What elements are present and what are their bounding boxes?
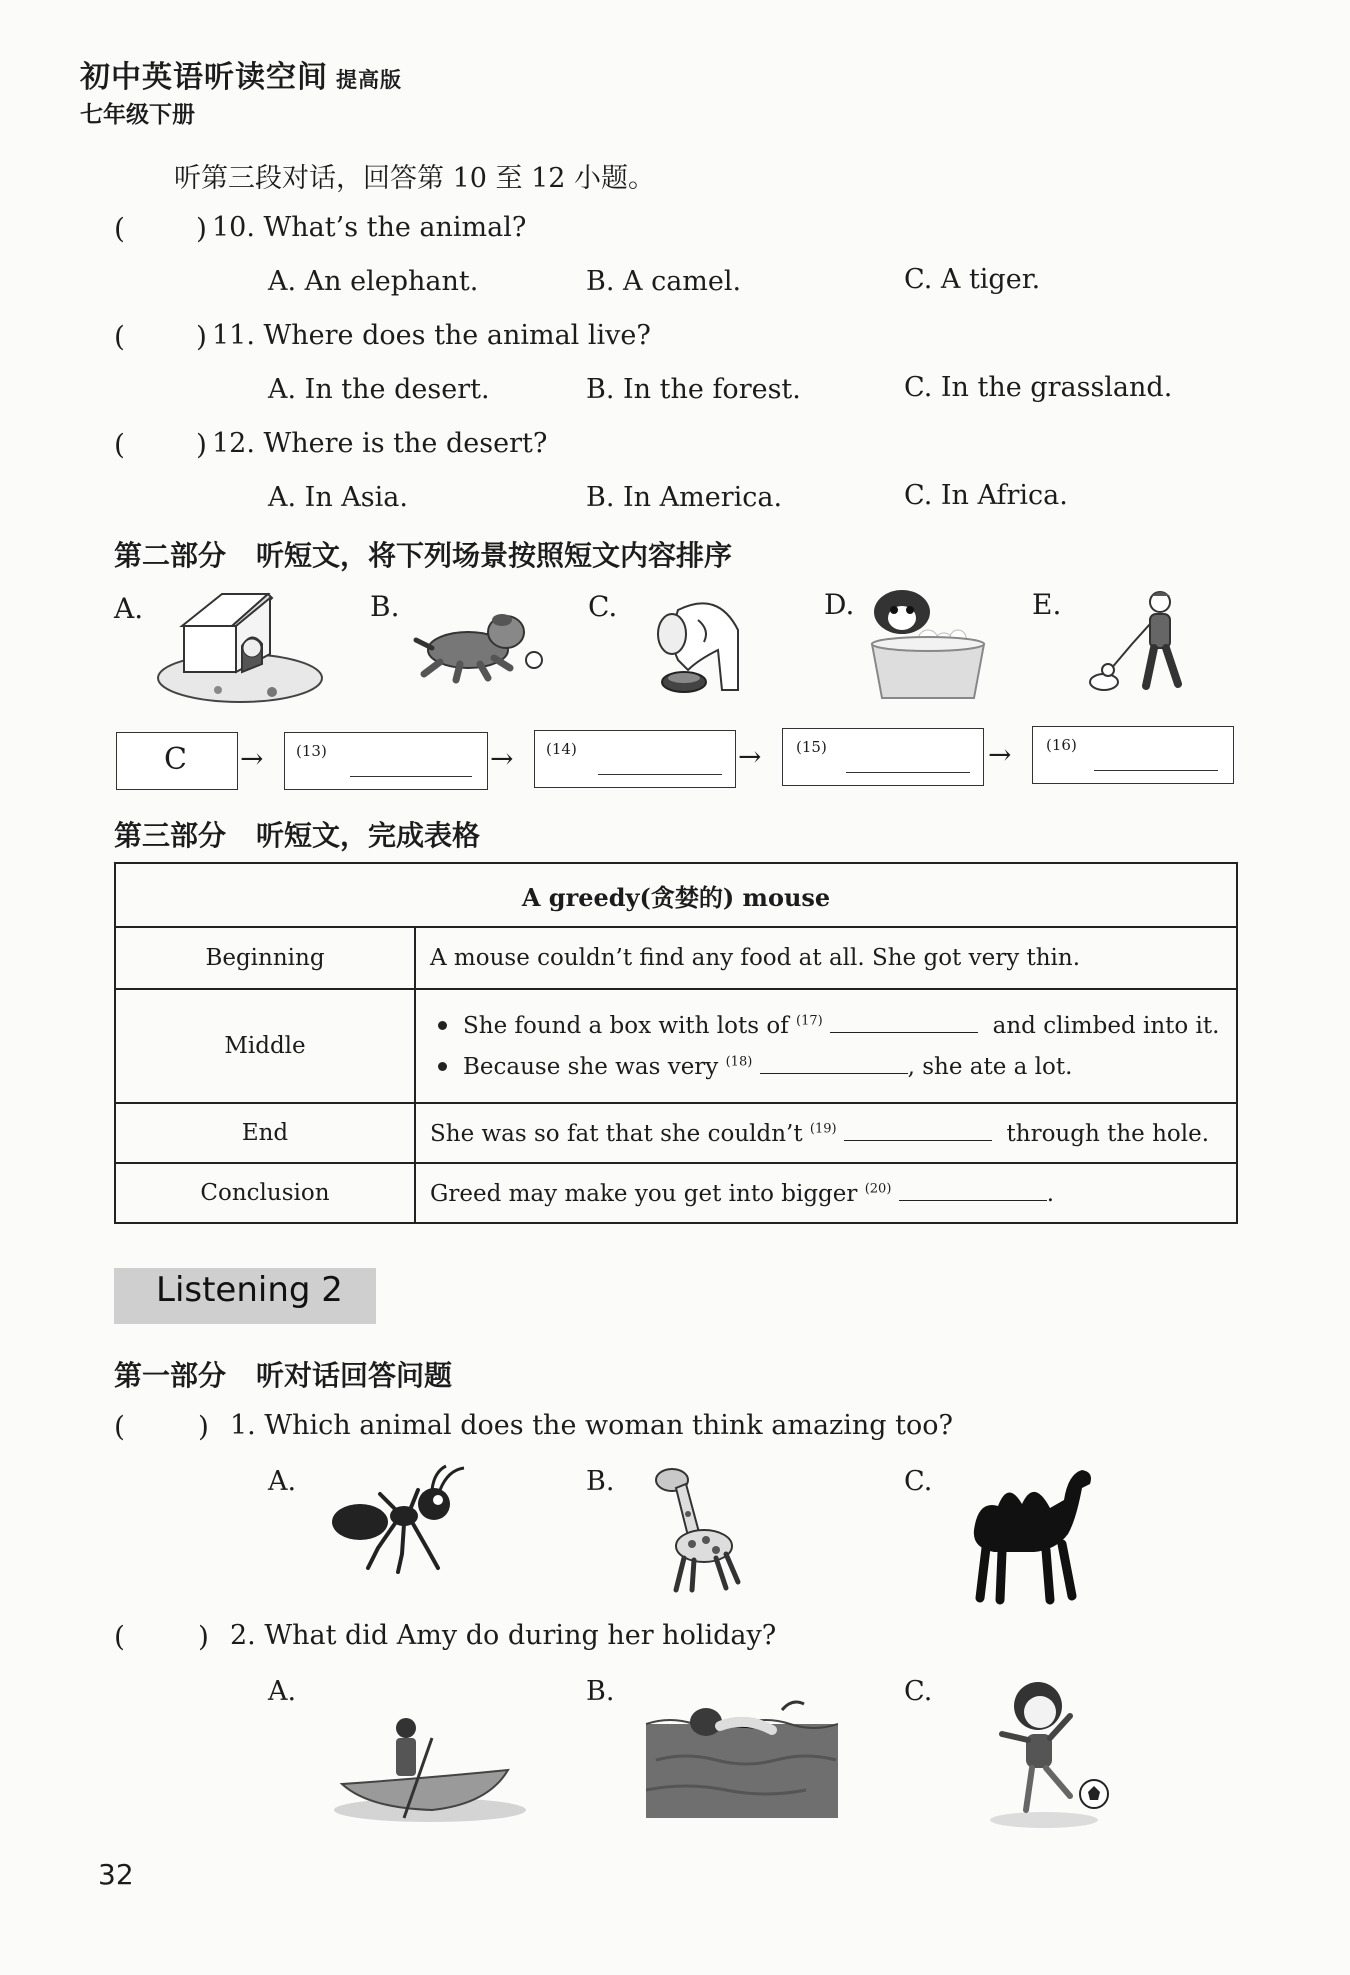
- picture-letter-e: E.: [1032, 588, 1062, 621]
- q11-option-b: B. In the forest.: [586, 374, 801, 405]
- bullet-icon: [438, 1062, 447, 1071]
- row-label-conclusion: Conclusion: [115, 1163, 415, 1223]
- answer-paren-close: ): [196, 320, 207, 353]
- answer-blank-16[interactable]: [1094, 770, 1218, 771]
- question-11: 11. Where does the animal live?: [212, 320, 651, 351]
- sequence-box-14: [534, 730, 736, 788]
- arrow-icon: →: [240, 742, 264, 775]
- answer-paren-open: (: [114, 1410, 125, 1443]
- question-10: 10. What’s the animal?: [212, 212, 527, 243]
- answer-paren-close: ): [198, 1410, 209, 1443]
- picture-letter-b: B.: [370, 590, 400, 623]
- part3-label: 第三部分: [114, 819, 227, 852]
- section-instruction: 听第三段对话，回答第 10 至 12 小题。: [174, 163, 656, 194]
- sequence-box-15: [782, 728, 984, 786]
- conclusion-post: .: [1046, 1180, 1055, 1207]
- l2-question-2: 2. What did Amy do during her holiday?: [230, 1620, 777, 1651]
- l2q1-option-c: C.: [904, 1466, 933, 1497]
- l2-question-1: 1. Which animal does the woman think amazing too?: [230, 1410, 954, 1441]
- arrow-icon: →: [738, 740, 762, 773]
- camel-illustration: [964, 1460, 1098, 1606]
- book-title-text: 初中英语听读空间: [80, 60, 328, 95]
- listening2-part1-heading: [114, 1354, 452, 1394]
- row-label-beginning: Beginning: [115, 927, 415, 989]
- picture-letter-c: C.: [588, 590, 618, 623]
- sequence-box-13: [284, 732, 488, 790]
- answer-blank-19[interactable]: [844, 1120, 992, 1141]
- part3-title: 听短文，完成表格: [256, 819, 481, 852]
- football-girl-illustration: [986, 1676, 1116, 1832]
- picture-letter-d: D.: [824, 588, 855, 621]
- l2q2-option-b: B.: [586, 1676, 615, 1707]
- conclusion-pre: Greed may make you get into bigger: [430, 1180, 858, 1207]
- blank-number-18: (18): [725, 1054, 753, 1070]
- running-dog-illustration: [410, 604, 550, 684]
- middle-line-2: [430, 1053, 1235, 1080]
- table-row: [115, 1163, 1237, 1223]
- dog-eating-illustration: [648, 590, 748, 702]
- middle-line-2-post: , she ate a lot.: [907, 1054, 1073, 1080]
- part2-label: 第二部分: [114, 539, 227, 572]
- grade-label: 七年级下册: [80, 102, 195, 128]
- row-label-middle: Middle: [115, 989, 415, 1103]
- edition-label: 提高版: [336, 68, 402, 92]
- sequence-first-answer: C: [164, 742, 187, 777]
- blank-number-16: (16): [1046, 736, 1077, 754]
- blank-number-13: (13): [296, 742, 327, 760]
- row-text-conclusion: [415, 1163, 1237, 1223]
- answer-paren-close: ): [196, 212, 207, 245]
- blank-number-17: (17): [796, 1013, 823, 1029]
- answer-blank-17[interactable]: [830, 1012, 978, 1033]
- l2q1-option-a: A.: [268, 1466, 297, 1497]
- l2q2-option-c: C.: [904, 1676, 933, 1707]
- answer-paren-close: ): [198, 1620, 209, 1653]
- blank-number-14: (14): [546, 740, 577, 758]
- table-row: [115, 1103, 1237, 1163]
- mouse-story-table: [114, 862, 1238, 1224]
- q11-option-c: C. In the grassland.: [904, 372, 1173, 403]
- blank-number-15: (15): [796, 738, 827, 756]
- bullet-icon: [438, 1021, 447, 1030]
- l2q1-option-b: B.: [586, 1466, 615, 1497]
- boating-illustration: [328, 1708, 530, 1828]
- q10-option-a: A. An elephant.: [268, 266, 479, 297]
- listening2-part1-title: 听对话回答问题: [256, 1359, 453, 1392]
- middle-line-1-pre: She found a box with lots of: [463, 1013, 789, 1039]
- q11-option-a: A. In the desert.: [268, 374, 490, 405]
- q12-option-a: A. In Asia.: [268, 482, 408, 513]
- middle-line-2-pre: Because she was very: [463, 1054, 719, 1080]
- q10-option-c: C. A tiger.: [904, 264, 1041, 295]
- page-number: 32: [98, 1858, 134, 1891]
- blank-number-20: (20): [864, 1180, 892, 1196]
- answer-paren-open: (: [114, 212, 125, 245]
- answer-paren-open: (: [114, 428, 125, 461]
- arrow-icon: →: [988, 738, 1012, 771]
- q10-option-b: B. A camel.: [586, 266, 742, 297]
- answer-paren-open: (: [114, 320, 125, 353]
- swimming-illustration: [646, 1690, 838, 1818]
- man-walking-dog-illustration: [1082, 588, 1192, 706]
- end-pre: She was so fat that she couldn’t: [430, 1120, 803, 1147]
- answer-blank-13[interactable]: [350, 776, 472, 777]
- end-post: through the hole.: [1006, 1120, 1210, 1147]
- part3-heading: [114, 814, 480, 854]
- part2-heading: [114, 534, 732, 574]
- table-title: A greedy(贪婪的) mouse: [115, 863, 1237, 927]
- table-title-row: [115, 863, 1237, 927]
- doghouse-illustration: [152, 586, 332, 706]
- arrow-icon: →: [490, 742, 514, 775]
- question-12: 12. Where is the desert?: [212, 428, 548, 459]
- giraffe-illustration: [646, 1464, 746, 1594]
- l2q2-option-a: A.: [268, 1676, 297, 1707]
- answer-blank-14[interactable]: [598, 774, 722, 775]
- sequence-box-16: [1032, 726, 1234, 784]
- row-text-middle: [415, 989, 1237, 1103]
- part2-title: 听短文，将下列场景按照短文内容排序: [256, 539, 733, 572]
- answer-paren-close: ): [196, 428, 207, 461]
- row-text-beginning: A mouse couldn’t find any food at all. She got very thin.: [415, 927, 1237, 989]
- table-row: [115, 927, 1237, 989]
- blank-number-19: (19): [809, 1120, 837, 1136]
- dog-bath-illustration: [866, 586, 990, 706]
- row-text-end: [415, 1103, 1237, 1163]
- ant-illustration: [328, 1464, 478, 1576]
- book-title: [80, 52, 402, 96]
- middle-line-1: [430, 1012, 1235, 1039]
- q12-option-b: B. In America.: [586, 482, 783, 513]
- q12-option-c: C. In Africa.: [904, 480, 1068, 511]
- listening2-part1-label: 第一部分: [114, 1359, 227, 1392]
- answer-blank-18[interactable]: [760, 1053, 908, 1074]
- picture-letter-a: A.: [114, 592, 144, 625]
- table-row: [115, 989, 1237, 1103]
- listening-banner-text: Listening 2: [156, 1270, 343, 1310]
- row-label-end: End: [115, 1103, 415, 1163]
- answer-blank-20[interactable]: [899, 1180, 1047, 1201]
- middle-line-1-post: and climbed into it.: [992, 1013, 1220, 1039]
- answer-paren-open: (: [114, 1620, 125, 1653]
- answer-blank-15[interactable]: [846, 772, 970, 773]
